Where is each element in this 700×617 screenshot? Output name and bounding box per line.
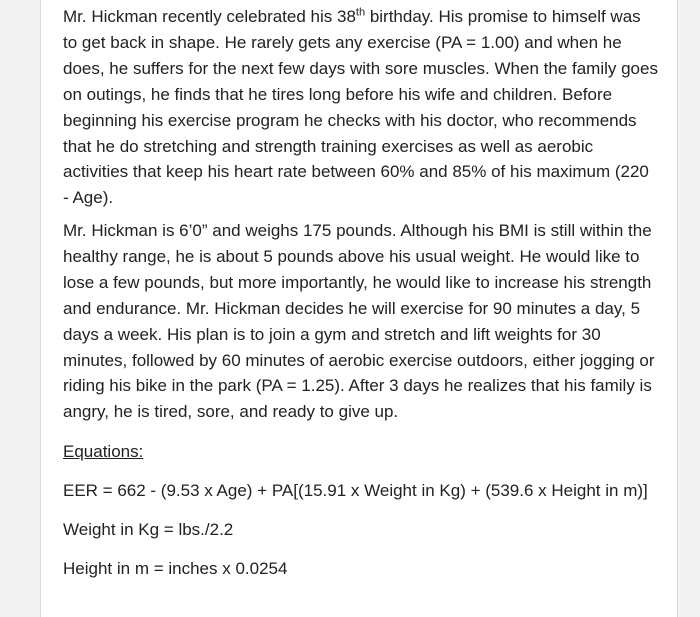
scenario-paragraph-1 [63,4,659,211]
equations-heading: Equations: [63,442,144,461]
scenario-paragraph-2: Mr. Hickman is 6’0” and weighs 175 pounds. Although his BMI is still within the healthy range, he is about 5 pounds above his usual weight. He would like to lose a few pounds, but more importantly, he would like to increase his strength and endurance. Mr. Hickman decides he will exercise for 90 minutes a day, 5 days a week. His plan is to join a gym and stretch and lift weights for 30 minutes, followed by 60 minutes of aerobic exercise outdoors, either jogging or riding his bike in the park (PA = 1.25). After 3 days he realizes that his family is angry, he is tired, sore, and ready to give up. [63,221,655,422]
paragraph-1-text-rest: birthday. His promise to himself was to get back in shape. He rarely gets any exercise (PA = 1.00) and when he does, he suffers for the next few days with sore muscles. When the family goes on outings, he finds that he tires long before his wife and children. Before beginning his exercise program he checks with his doctor, who recommends that he do stretching and strength training exercises as well as aerobic activities that keep his heart rate between 60% and 85% of his maximum (220 - Age). [63,7,658,208]
paragraph-1-text-start: Mr. Hickman recently celebrated his 38 [63,7,356,26]
ordinal-suffix: th [355,6,366,19]
eer-equation: EER = 662 - (9.53 x Age) + PA[(15.91 x Weight in Kg) + (539.6 x Height in m)] [63,481,648,500]
content-panel [40,0,678,617]
height-conversion-equation: Height in m = inches x 0.0254 [63,559,288,578]
weight-conversion-equation: Weight in Kg = lbs./2.2 [63,520,234,539]
